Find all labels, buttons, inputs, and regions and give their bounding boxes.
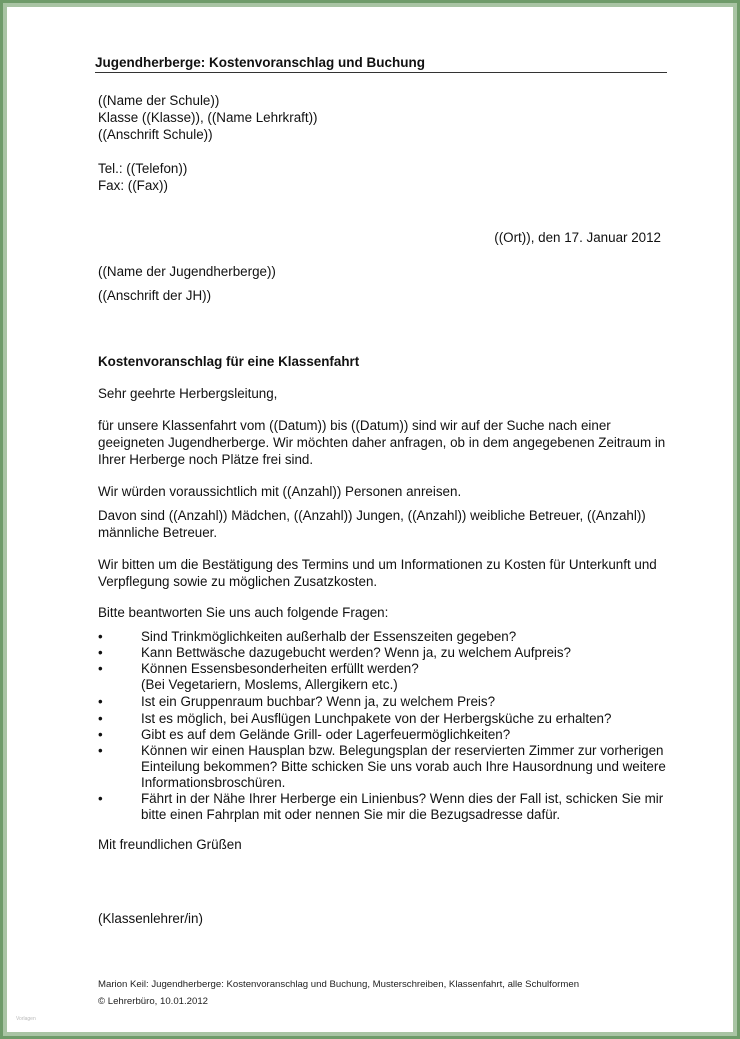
bullet-glyph: • [98, 645, 103, 660]
question-item-continuation: Informationsbroschüren. [141, 775, 286, 790]
bullet-glyph: • [98, 791, 103, 806]
document-page [3, 3, 737, 1036]
recipient-address: ((Anschrift der JH)) [98, 288, 212, 303]
sender-school-name: ((Name der Schule)) [98, 93, 220, 108]
document-title: Jugendherberge: Kostenvoranschlag und Buchung [95, 55, 667, 73]
letter-closing: Mit freundlichen Grüßen [98, 837, 242, 852]
letter-signature: (Klassenlehrer/in) [98, 911, 203, 926]
bullet-glyph: • [98, 661, 103, 676]
paragraph-line: männliche Betreuer. [98, 525, 218, 540]
paragraph-line: für unsere Klassenfahrt vom ((Datum)) bis ((Datum)) sind wir auf der Suche nach einer [98, 418, 611, 433]
footer-copyright: © Lehrerbüro, 10.01.2012 [98, 996, 209, 1007]
question-item: Ist ein Gruppenraum buchbar? Wenn ja, zu welchem Preis? [141, 694, 496, 709]
sender-address: ((Anschrift Schule)) [98, 127, 213, 142]
question-item-continuation: Einteilung bekommen? Bitte schicken Sie uns vorab auch Ihre Hausordnung und weitere [141, 759, 666, 774]
question-item: Gibt es auf dem Gelände Grill- oder Lagerfeuermöglichkeiten? [141, 727, 511, 742]
bullet-glyph: • [98, 629, 103, 644]
paragraph-line: geeigneten Jugendherberge. Wir möchten daher anfragen, ob in dem angegebenen Zeitraum in [98, 435, 666, 450]
paragraph-line: Davon sind ((Anzahl)) Mädchen, ((Anzahl)) Jungen, ((Anzahl)) weibliche Betreuer, ((Anzahl)) [98, 508, 646, 523]
footer-source: Marion Keil: Jugendherberge: Kostenvoranschlag und Buchung, Musterschreiben, Klassenfahrt, alle Schulformen [98, 979, 580, 990]
sender-class-teacher: Klasse ((Klasse)), ((Name Lehrkraft)) [98, 110, 318, 125]
question-item-continuation: bitte einen Fahrplan mit oder nennen Sie mir die Bezugsadresse dafür. [141, 807, 561, 822]
letter-date: ((Ort)), den 17. Januar 2012 [494, 230, 661, 245]
bullet-glyph: • [98, 727, 103, 742]
bullet-glyph: • [98, 711, 103, 726]
questions-intro: Bitte beantworten Sie uns auch folgende Fragen: [98, 605, 389, 620]
recipient-name: ((Name der Jugendherberge)) [98, 264, 276, 279]
question-item: Ist es möglich, bei Ausflügen Lunchpakete von der Herbergsküche zu erhalten? [141, 711, 612, 726]
bullet-glyph: • [98, 743, 103, 758]
paragraph-line: Ihrer Herberge noch Plätze frei sind. [98, 452, 314, 467]
sender-fax: Fax: ((Fax)) [98, 178, 168, 193]
question-item: Kann Bettwäsche dazugebucht werden? Wenn ja, zu welchem Aufpreis? [141, 645, 572, 660]
paragraph-line: Wir würden voraussichtlich mit ((Anzahl)) Personen anreisen. [98, 484, 462, 499]
letter-subject: Kostenvoranschlag für eine Klassenfahrt [98, 354, 360, 369]
question-item: Fährt in der Nähe Ihrer Herberge ein Linienbus? Wenn dies der Fall ist, schicken Sie mir [141, 791, 664, 806]
question-item: Sind Trinkmöglichkeiten außerhalb der Essenszeiten gegeben? [141, 629, 517, 644]
paragraph-line: Verpflegung sowie zu möglichen Zusatzkosten. [98, 574, 378, 589]
watermark-stamp: Vorlagen [16, 1016, 36, 1022]
question-item: Können Essensbesonderheiten erfüllt werden? [141, 661, 419, 676]
question-item: Können wir einen Hausplan bzw. Belegungsplan der reservierten Zimmer zur vorherigen [141, 743, 664, 758]
question-item-continuation: (Bei Vegetariern, Moslems, Allergikern etc.) [141, 677, 398, 692]
paragraph-line: Wir bitten um die Bestätigung des Termins und um Informationen zu Kosten für Unterkunft und [98, 557, 657, 572]
sender-telephone: Tel.: ((Telefon)) [98, 161, 188, 176]
bullet-glyph: • [98, 694, 103, 709]
letter-salutation: Sehr geehrte Herbergsleitung, [98, 386, 278, 401]
